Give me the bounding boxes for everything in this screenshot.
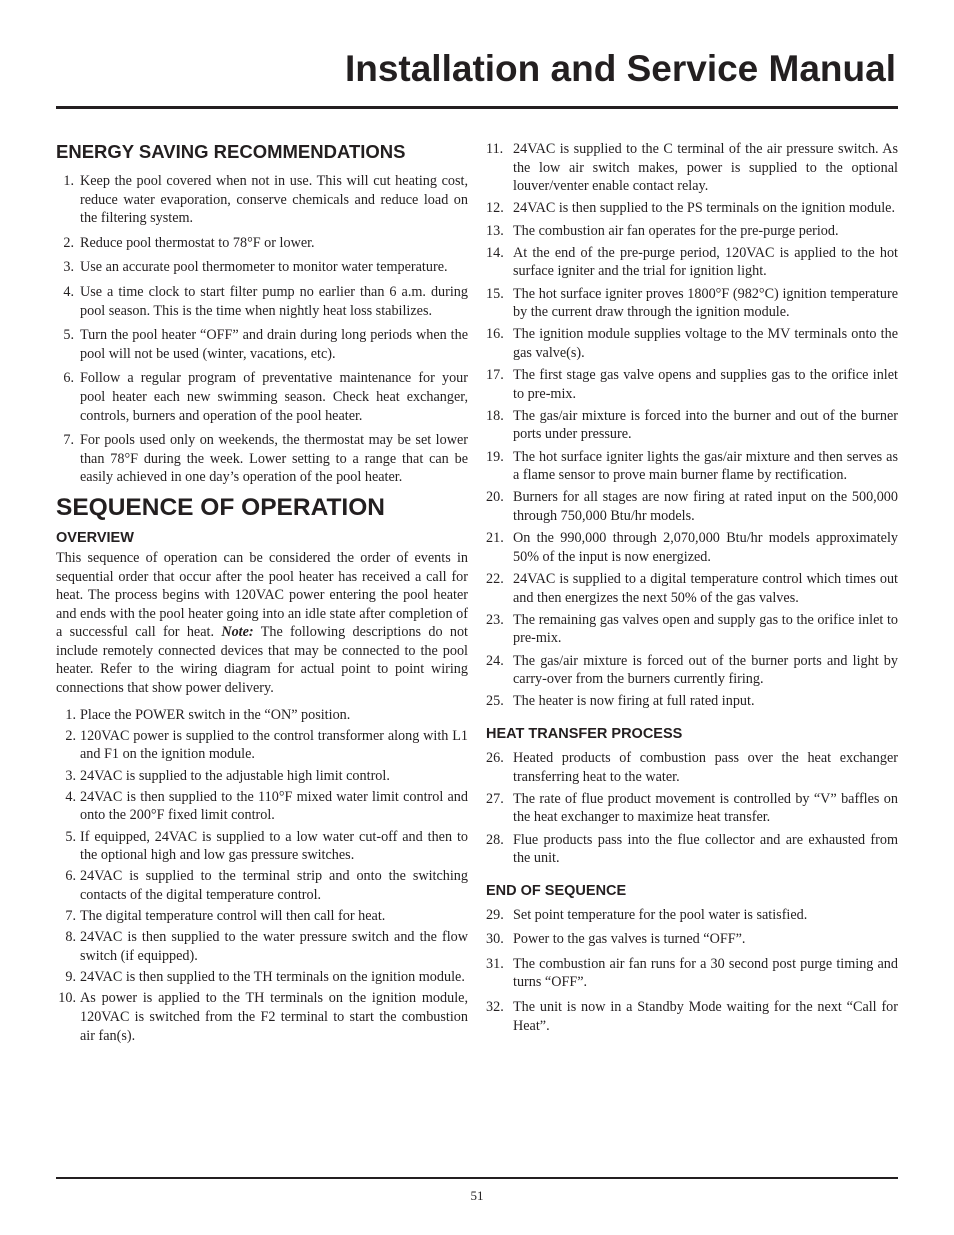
list-item	[486, 222, 898, 241]
list-item-text: The heater is now firing at full rated input.	[513, 693, 755, 710]
end-sequence-heading: END OF SEQUENCE	[486, 882, 627, 899]
list-item	[486, 140, 898, 196]
list-item-text: The hot surface igniter proves 1800°F (982°C) ignition temperature by the current draw through the ignition module.	[513, 285, 898, 321]
list-item	[486, 570, 898, 607]
page-title: Installation and Service Manual	[344, 48, 896, 89]
list-item-text: The gas/air mixture is forced out of the burner ports and light by carry-over from the burners currently firing.	[513, 652, 898, 688]
list-item	[486, 407, 898, 444]
list-item-text: Turn the pool heater “OFF” and drain during long periods when the pool will not be used (winter, vacations, etc).	[80, 327, 468, 362]
list-item-number: 1.	[63, 173, 74, 189]
list-item-number: 7.	[63, 432, 74, 449]
list-item	[56, 234, 468, 253]
list-item	[56, 788, 468, 825]
list-item	[56, 258, 468, 277]
list-item-number: 29.	[486, 906, 504, 923]
list-item	[486, 611, 898, 648]
list-item	[486, 199, 898, 218]
list-item-text: Heated products of combustion pass over the heat exchanger transferring heat to the water.	[513, 749, 898, 785]
list-item	[486, 790, 898, 827]
page-number: 51	[470, 1188, 484, 1203]
list-item-number: 9.	[65, 969, 76, 986]
list-item-text: If equipped, 24VAC is supplied to a low water cut-off and then to the optional high and low gas pressure switches.	[80, 828, 468, 864]
list-item-text: 24VAC is then supplied to the 110°F mixed water limit control and onto the 200°F fixed limit control.	[80, 788, 468, 824]
list-item-text: The rate of flue product movement is controlled by “V” baffles on the heat exchanger to maximize heat transfer.	[513, 790, 898, 826]
list-item	[56, 326, 468, 363]
list-item	[56, 928, 468, 965]
list-item-text: The gas/air mixture is forced into the burner and out of the burner ports under pressure.	[513, 407, 898, 443]
list-item-number: 30.	[486, 931, 504, 948]
overview-heading: OVERVIEW	[56, 529, 134, 546]
list-item-number: 6.	[65, 868, 76, 885]
list-item-number: 27.	[486, 790, 504, 807]
list-item	[486, 448, 898, 485]
list-item-number: 5.	[63, 327, 74, 344]
list-item	[56, 369, 468, 425]
list-item	[56, 706, 468, 725]
list-item-number: 7.	[65, 908, 76, 925]
list-item-number: 23.	[486, 611, 504, 628]
list-item	[486, 366, 898, 403]
list-item	[486, 955, 898, 992]
list-item-number: 12.	[486, 200, 504, 217]
list-item	[486, 906, 898, 925]
list-item-text: Power to the gas valves is turned “OFF”.	[513, 931, 746, 948]
list-item	[56, 431, 468, 487]
list-item-text: The combustion air fan runs for a 30 second post purge timing and turns “OFF”.	[513, 955, 898, 991]
list-item-number: 11.	[486, 141, 504, 157]
list-item	[486, 488, 898, 525]
list-item-text: 24VAC is then supplied to the TH terminals on the ignition module.	[80, 969, 465, 986]
list-item	[56, 283, 468, 320]
energy-heading: ENERGY SAVING RECOMMENDATIONS	[56, 141, 406, 162]
list-item	[486, 529, 898, 566]
list-item-number: 10.	[58, 990, 76, 1007]
list-item-text: The combustion air fan operates for the pre-purge period.	[513, 222, 839, 239]
list-item	[486, 325, 898, 362]
list-item-number: 15.	[486, 285, 504, 302]
list-item-number: 3.	[65, 767, 76, 784]
list-item-text: 24VAC is supplied to the C terminal of the air pressure switch. As the low air switch makes, power is supplied to the optional louver/venter enable contact relay.	[513, 141, 898, 195]
footer-rule	[56, 1177, 898, 1179]
list-item-text: Flue products pass into the flue collector and are exhausted from the unit.	[513, 831, 898, 867]
list-item-text: Burners for all stages are now firing at rated input on the 500,000 through 750,000 Btu/hr models.	[513, 489, 898, 525]
list-item-text: The remaining gas valves open and supply gas to the orifice inlet to pre-mix.	[513, 611, 898, 647]
sequence-list-right	[486, 140, 898, 711]
note-label: Note:	[221, 624, 254, 641]
list-item-text: On the 990,000 through 2,070,000 Btu/hr models approximately 50% of the input is now energized.	[513, 530, 898, 565]
list-item	[486, 692, 898, 711]
list-item-text: At the end of the pre-purge period, 120VAC is applied to the hot surface igniter and the trial for ignition light.	[513, 244, 898, 280]
list-item-number: 4.	[65, 788, 76, 805]
sequence-list-left	[56, 706, 468, 1045]
list-item-text: Use an accurate pool thermometer to monitor water temperature.	[80, 259, 448, 276]
list-item-number: 21.	[486, 530, 504, 547]
list-item	[56, 767, 468, 786]
list-item-text: 24VAC is then supplied to the PS terminals on the ignition module.	[513, 200, 896, 217]
list-item-text: Use a time clock to start filter pump no earlier than 6 a.m. during pool season. This is the time when nightly heat loss stabilizes.	[80, 283, 468, 319]
list-item-text: The ignition module supplies voltage to the MV terminals onto the gas valve(s).	[513, 326, 898, 361]
list-item-number: 14.	[486, 244, 504, 261]
end-sequence-list	[486, 906, 898, 1036]
list-item	[56, 727, 468, 764]
list-item	[486, 831, 898, 868]
list-item-number: 4.	[63, 283, 74, 300]
list-item-number: 6.	[63, 370, 74, 387]
heat-transfer-heading: HEAT TRANSFER PROCESS	[486, 725, 683, 742]
overview-paragraph	[56, 549, 468, 698]
list-item-text: 24VAC is supplied to a digital temperature control which times out and then energizes the next 50% of the gas valves.	[513, 571, 898, 606]
list-item-number: 2.	[63, 234, 74, 251]
list-item-text: Place the POWER switch in the “ON” position.	[80, 706, 351, 723]
heat-transfer-list	[486, 749, 898, 868]
list-item-text: Reduce pool thermostat to 78°F or lower.	[80, 234, 315, 251]
list-item	[56, 989, 468, 1045]
energy-list	[56, 172, 468, 487]
list-item-number: 25.	[486, 693, 504, 710]
list-item-number: 26.	[486, 749, 504, 766]
list-item-number: 32.	[486, 999, 504, 1016]
list-item-text: 24VAC is supplied to the terminal strip and onto the switching contacts of the digital temperature control.	[80, 868, 468, 903]
header-rule	[56, 106, 898, 109]
list-item	[486, 652, 898, 689]
list-item-number: 19.	[486, 448, 504, 465]
list-item-text: The unit is now in a Standby Mode waiting for the next “Call for Heat”.	[513, 999, 898, 1034]
list-item-number: 5.	[65, 828, 76, 845]
list-item-number: 20.	[486, 489, 504, 506]
right-column	[486, 140, 898, 1041]
list-item-text: 120VAC power is supplied to the control transformer along with L1 and F1 on the ignition module.	[80, 727, 468, 763]
list-item-text: 24VAC is then supplied to the water pressure switch and the flow switch (if equipped).	[80, 929, 468, 964]
list-item-text: As power is applied to the TH terminals on the ignition module, 120VAC is switched from the F2 terminal to start the combustion air fan(s).	[80, 990, 468, 1044]
list-item	[486, 285, 898, 322]
sequence-heading: SEQUENCE OF OPERATION	[56, 493, 385, 521]
list-item-number: 8.	[65, 929, 76, 946]
list-item	[56, 867, 468, 904]
list-item	[486, 998, 898, 1035]
list-item	[56, 968, 468, 987]
list-item	[486, 749, 898, 786]
list-item-number: 22.	[486, 571, 504, 587]
list-item-number: 28.	[486, 831, 504, 848]
list-item-number: 3.	[63, 259, 74, 276]
list-item-text: 24VAC is supplied to the adjustable high limit control.	[80, 767, 390, 784]
list-item-number: 2.	[65, 727, 76, 744]
list-item-text: Keep the pool covered when not in use. This will cut heating cost, reduce water evaporation, conserve chemicals and reduce load on the filtering system.	[80, 173, 468, 227]
overview-text-b: The following descriptions do not include remotely connected devices that may be connected to the pool heater. Refer to the wiring diagram for actual point to point wiring connections that show power delivery.	[56, 624, 468, 697]
list-item	[486, 244, 898, 281]
list-item	[486, 930, 898, 949]
list-item-text: The hot surface igniter lights the gas/air mixture and then serves as a flame sensor to prove main burner flame by rectification.	[513, 448, 898, 484]
list-item-number: 16.	[486, 326, 504, 343]
list-item	[56, 828, 468, 865]
left-column	[56, 140, 468, 1048]
list-item-number: 17.	[486, 367, 504, 384]
list-item-text: For pools used only on weekends, the thermostat may be set lower than 78°F during the week. Lower setting to a range that can be easily achieved in one day’s operation of the pool heater.	[80, 432, 468, 486]
list-item	[56, 172, 468, 228]
list-item-text: Follow a regular program of preventative maintenance for your pool heater each new swimming season. Check heat exchanger, controls, burners and operation of the pool heater.	[80, 370, 468, 424]
list-item-text: The first stage gas valve opens and supplies gas to the orifice inlet to pre-mix.	[513, 367, 898, 402]
list-item-number: 24.	[486, 652, 504, 669]
list-item-number: 1.	[65, 706, 76, 723]
list-item	[56, 907, 468, 926]
list-item-text: Set point temperature for the pool water is satisfied.	[513, 906, 808, 923]
list-item-text: The digital temperature control will then call for heat.	[80, 908, 386, 925]
list-item-number: 31.	[486, 955, 504, 972]
list-item-number: 13.	[486, 222, 504, 239]
overview-text-a: This sequence of operation can be considered the order of events in sequential order that occur after the pool heater has received a call for heat. The process begins with 120VAC power entering the pool heater and ends with the pool heater going into an idle state after completion of a successful call for heat.	[56, 549, 468, 641]
list-item-number: 18.	[486, 407, 504, 424]
